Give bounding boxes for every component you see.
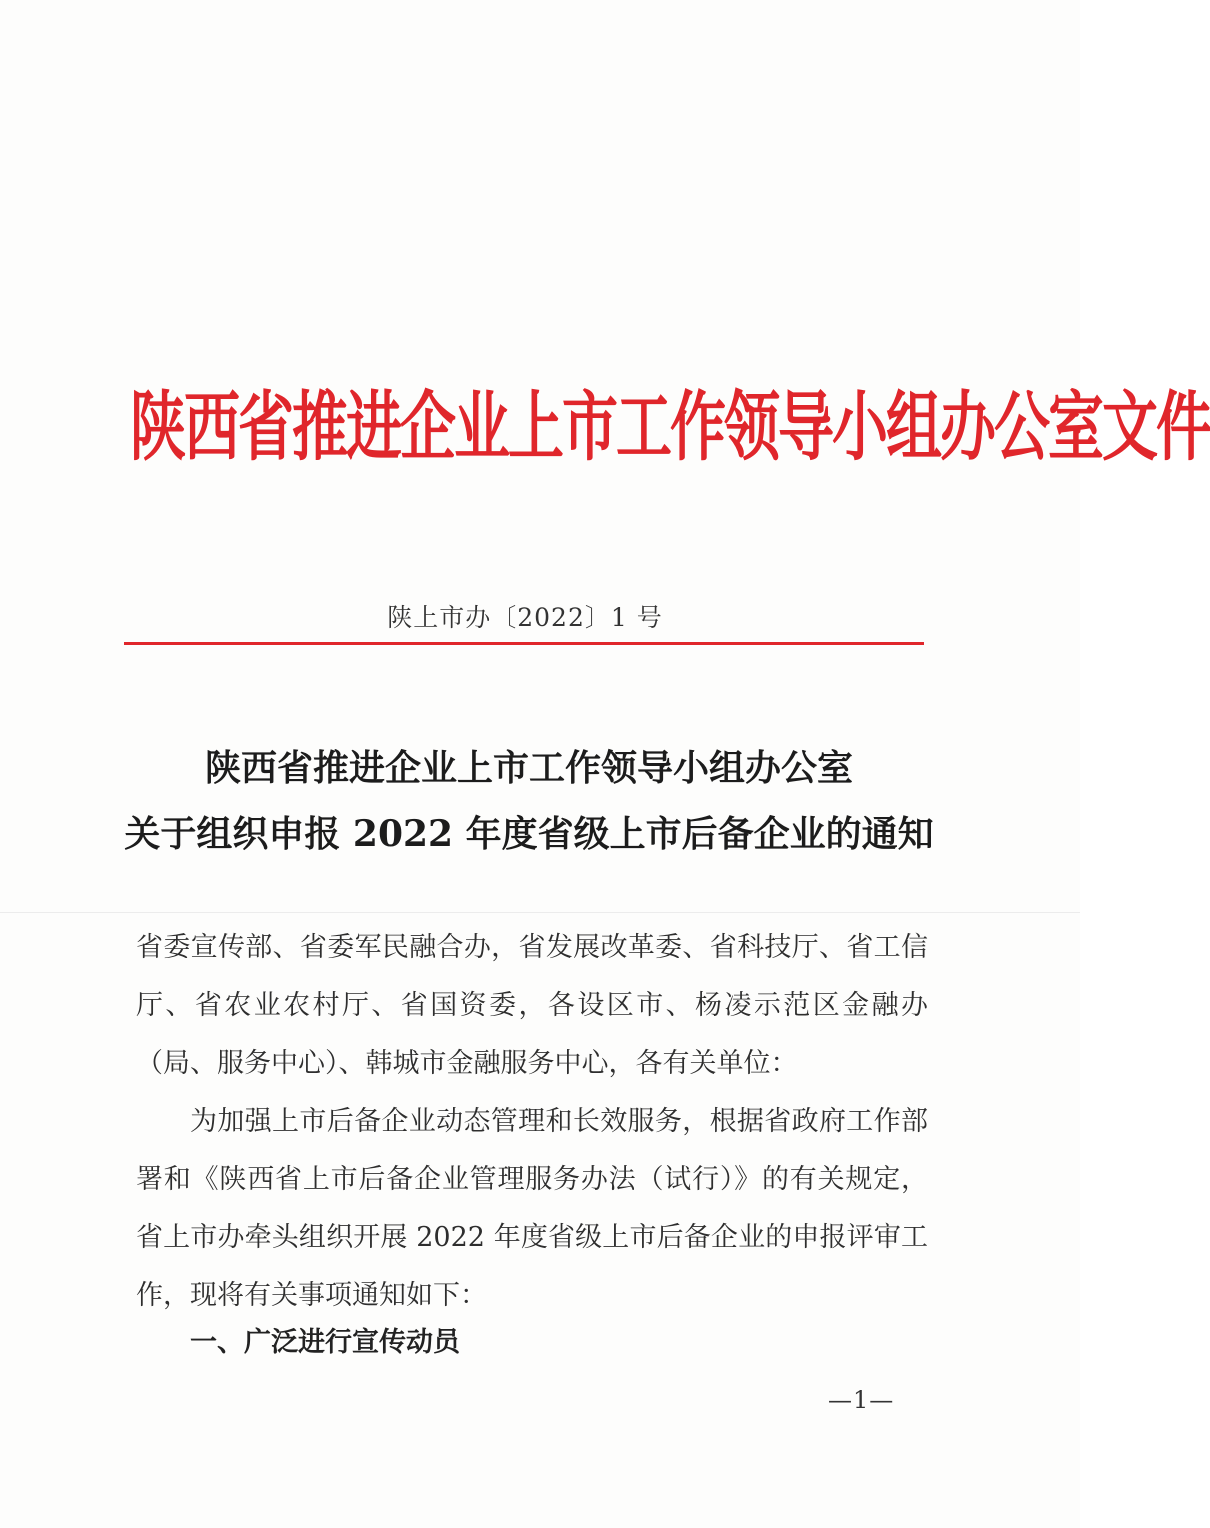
scan-seam-divider [0, 912, 1080, 913]
document-number: 陕上市办〔2022〕1 号 [387, 603, 663, 632]
page-number: —1— [828, 1386, 895, 1414]
section-heading-1: 一、广泛进行宣传动员 [190, 1327, 460, 1358]
notice-title-line-2: 关于组织申报 2022 年度省级上市后备企业的通知 [124, 813, 934, 855]
issuer-red-header: 陕西省推进企业上市工作领导小组办公室文件 [130, 382, 1210, 472]
salutation-recipients: 省委宣传部、省委军民融合办，省发展改革委、省科技厅、省工信厅、省农业农村厅、省国资委，各设区市、杨凌示范区金融办（局、服务中心）、韩城市金融服务中心，各有关单位： [136, 932, 928, 1079]
intro-paragraph: 为加强上市后备企业动态管理和长效服务，根据省政府工作部署和《陕西省上市后备企业管理服务办法（试行）》的有关规定，省上市办牵头组织开展 2022 年度省级上市后备企业的申报评审工作，现将有关事项通知如下： [136, 1106, 928, 1311]
red-separator-line [124, 642, 924, 645]
notice-title-line-1: 陕西省推进企业上市工作领导小组办公室 [204, 747, 853, 789]
